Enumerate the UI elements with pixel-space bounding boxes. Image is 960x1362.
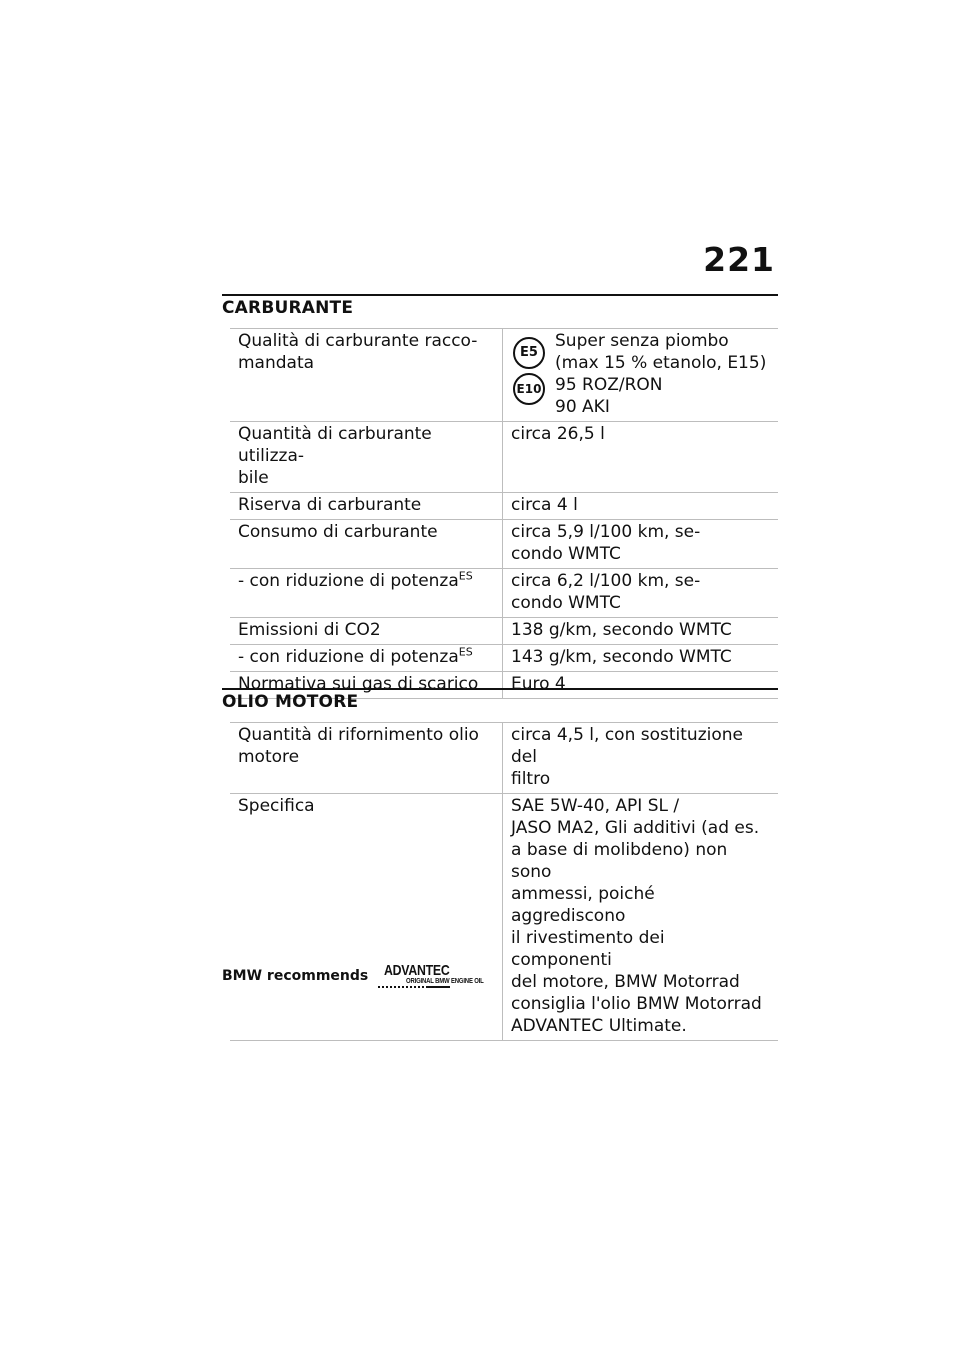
table-row [230, 618, 778, 645]
fuel-row-label: Quantità di carburante utilizza- bile [230, 422, 503, 493]
e5-fuel-icon: E5 [513, 337, 545, 369]
bmw-recommends-text: BMW recommends [222, 968, 369, 984]
advantec-logo-text: ADVANTEC [384, 962, 450, 979]
table-row [230, 794, 778, 1041]
fuel-row-value: 138 g/km, secondo WMTC [503, 618, 779, 645]
oil-row-label: Quantità di rifornimento olio motore [230, 723, 503, 794]
advantec-logo [378, 962, 484, 990]
advantec-logo-subtext: ORIGINAL BMW ENGINE OIL [406, 978, 484, 985]
fuel-row-value: 143 g/km, secondo WMTC [503, 645, 779, 672]
fuel-row-label: Normativa sui gas di scarico [230, 672, 503, 699]
fuel-row-value: circa 26,5 l [503, 422, 779, 493]
fuel-row-value: Euro 4 [503, 672, 779, 699]
oil-row-value: circa 4,5 l, con sostituzione del filtro [503, 723, 779, 794]
table-row [230, 422, 778, 493]
fuel-spec-table [230, 328, 778, 699]
fuel-icons [513, 337, 545, 409]
fuel-quality-value: Super senza piombo (max 15 % etanolo, E15) 95 ROZ/RON 90 AKI [555, 331, 767, 417]
footer [222, 962, 484, 990]
fuel-row-value: circa 4 l [503, 493, 779, 520]
oil-row-value: SAE 5W-40, API SL / JASO MA2, Gli additivi (ad es. a base di molibdeno) non sono ammessi, poiché aggrediscono il rivestimento dei componenti del motore, BMW Motorrad consiglia l'olio BMW Motorrad ADVANTEC Ultimate. [503, 794, 779, 1041]
oil-section-title: OLIO MOTORE [222, 692, 359, 712]
fuel-row-value: circa 5,9 l/100 km, se- condo WMTC [503, 520, 779, 569]
page-number: 221 [703, 240, 775, 279]
fuel-quality-label: Qualità di carburante racco- mandata [230, 329, 503, 422]
oil-spec-table [230, 722, 778, 1041]
table-row [230, 493, 778, 520]
fuel-row-label: Emissioni di CO2 [230, 618, 503, 645]
table-row [230, 329, 778, 422]
fuel-quality-value-cell [503, 329, 779, 422]
table-row [230, 569, 778, 618]
e10-fuel-icon: E10 [513, 373, 545, 405]
fuel-section-title: CARBURANTE [222, 298, 354, 318]
fuel-row-label: ‑ con riduzione di potenza$^{ES}$ [230, 569, 503, 618]
logo-bar [426, 986, 450, 988]
fuel-section [222, 294, 778, 699]
table-row [230, 520, 778, 569]
table-row [230, 645, 778, 672]
fuel-row-label: Consumo di carburante [230, 520, 503, 569]
table-row [230, 723, 778, 794]
oil-row-label: Specifica [230, 794, 503, 1041]
fuel-row-label: Riserva di carburante [230, 493, 503, 520]
superscript-note: ES [458, 569, 473, 583]
fuel-row-value: circa 6,2 l/100 km, se- condo WMTC [503, 569, 779, 618]
fuel-row-label: ‑ con riduzione di potenza$^{ES}$ [230, 645, 503, 672]
superscript-note: ES [458, 645, 473, 659]
logo-stripe [378, 986, 426, 988]
